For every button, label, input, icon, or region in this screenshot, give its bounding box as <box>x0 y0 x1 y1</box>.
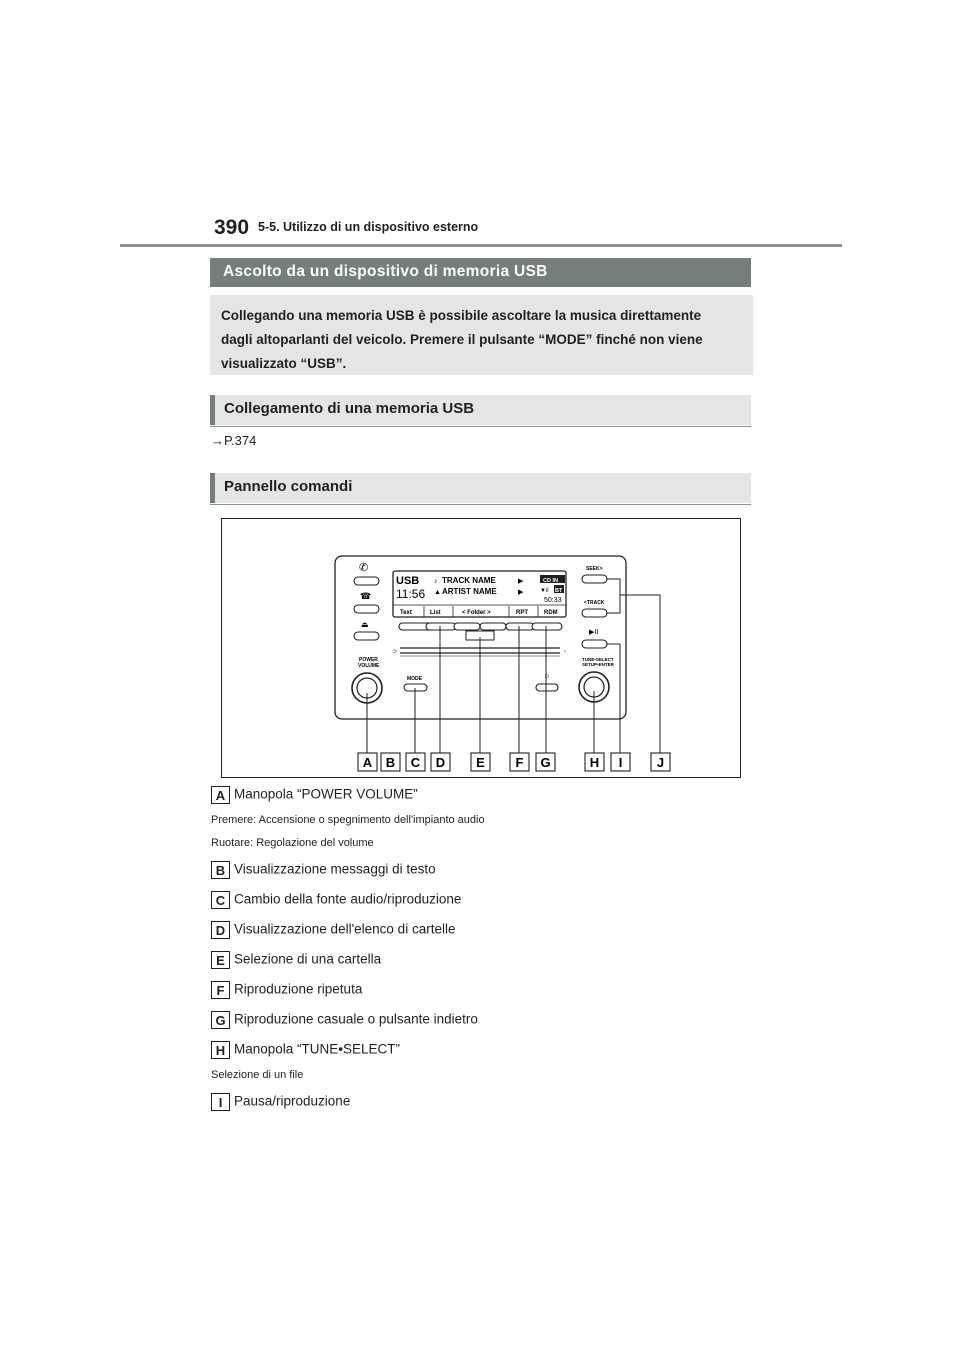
play-pause-button <box>582 640 607 648</box>
chapter-title: 5-5. Utilizzo di un dispositivo esterno <box>258 220 479 234</box>
artist-icon: ▲ <box>434 589 441 596</box>
item-letter: F <box>211 981 230 999</box>
brightness-icon: ☼ <box>543 671 551 680</box>
list-item <box>211 786 418 805</box>
softkey-text-label: Text <box>400 610 412 616</box>
tune-select-label: TUNE•SELECT <box>582 657 614 662</box>
softkey-rpt-label: RPT <box>516 610 528 616</box>
list-item <box>211 1093 350 1112</box>
callout-i: I <box>618 755 623 770</box>
bt-label: BT <box>555 588 563 594</box>
item-note: Premere: Accensione o spegnimento dell'impianto audio <box>211 814 485 826</box>
eject-icon: ⏏ <box>361 620 369 629</box>
softkey-buttons <box>399 623 562 630</box>
phone-pickup-icon: ✆ <box>359 562 369 574</box>
list-item <box>211 981 362 1000</box>
item-letter: H <box>211 1041 230 1059</box>
cd-slot-right-mark: ▫ <box>564 649 567 655</box>
item-note: Selezione di un file <box>211 1069 304 1081</box>
setup-enter-label: SETUP•ENTER <box>582 662 614 667</box>
play-pause-icon: ▶II <box>589 629 599 636</box>
callout-f: F <box>515 755 524 770</box>
control-panel-illustration <box>222 519 740 777</box>
callout-b: B <box>385 755 396 770</box>
list-item <box>211 891 461 910</box>
item-text: Pausa/riproduzione <box>234 1093 351 1109</box>
list-item <box>211 1011 478 1030</box>
page-number: 390 <box>214 216 250 239</box>
intro-line: Collegando una memoria USB è possibile ascoltare la musica direttamente <box>221 308 702 323</box>
item-text: Riproduzione casuale o pulsante indietro <box>234 1011 478 1027</box>
seek-label: SEEK> <box>586 566 603 572</box>
item-letter: D <box>211 921 230 939</box>
display-track: TRACK NAME <box>442 576 496 585</box>
display-time: 11:56 <box>396 587 426 601</box>
cd-in-label: CD IN <box>543 578 558 584</box>
play-arrow-icon: ▶ <box>518 589 524 596</box>
display-elapsed: 50:33 <box>544 597 562 604</box>
item-text: Cambio della fonte audio/riproduzione <box>234 891 462 907</box>
day-night-button <box>536 684 558 691</box>
phone-pickup-button <box>354 577 379 585</box>
page-reference: →P.374 <box>211 433 257 448</box>
item-letter: E <box>211 951 230 969</box>
list-item <box>211 861 436 880</box>
subsection-connect: Collegamento di una memoria USB <box>210 395 751 425</box>
item-letter: G <box>211 1011 230 1029</box>
softkey-folder-label: < Folder > <box>462 610 491 616</box>
item-letter: C <box>211 891 230 909</box>
intro-line: dagli altoparlanti del veicolo. Premere il pulsante “MODE” finché non viene <box>221 332 703 347</box>
item-text: Manopola “TUNE•SELECT” <box>234 1041 401 1057</box>
display-artist: ARTIST NAME <box>442 587 497 596</box>
header-rule <box>120 244 842 247</box>
item-text: Visualizzazione messaggi di testo <box>234 861 436 877</box>
list-item <box>211 951 381 970</box>
callout-c: C <box>410 755 421 770</box>
callout-h: H <box>589 755 600 770</box>
control-panel-figure <box>221 518 741 778</box>
list-item <box>211 1041 400 1060</box>
callout-j: J <box>656 755 665 770</box>
phone-hangup-icon: ☎ <box>360 591 372 601</box>
item-letter: I <box>211 1093 230 1111</box>
cd-slot-left-mark: ⊃ <box>392 649 398 655</box>
power-label: POWER <box>359 657 378 663</box>
softkey-list-label: List <box>430 610 441 616</box>
item-letter: A <box>211 786 230 804</box>
seek-button <box>582 575 607 583</box>
mode-label: MODE <box>407 676 422 682</box>
volume-label: VOLUME <box>358 663 380 669</box>
item-text: Selezione di una cartella <box>234 951 382 967</box>
softkey-rdm-label: RDM <box>544 610 558 616</box>
section-title: Ascolto da un dispositivo di memoria USB <box>210 258 751 287</box>
item-note: Ruotare: Regolazione del volume <box>211 837 374 849</box>
eject-button <box>354 632 379 640</box>
intro-box <box>210 295 753 375</box>
callout-d: D <box>435 755 446 770</box>
intro-line: visualizzato “USB”. <box>221 356 347 371</box>
track-button <box>582 609 607 617</box>
item-text: Manopola “POWER VOLUME” <box>234 786 418 802</box>
track-label: <TRACK <box>584 600 605 606</box>
item-text: Visualizzazione dell'elenco di cartelle <box>234 921 456 937</box>
callout-e: E <box>476 755 485 770</box>
play-arrow-icon: ▶ <box>518 578 524 585</box>
music-note-icon: ♪ <box>434 578 438 585</box>
item-letter: B <box>211 861 230 879</box>
callout-g: G <box>540 755 551 770</box>
callout-a: A <box>362 755 373 770</box>
phone-hangup-button <box>354 605 379 613</box>
item-text: Riproduzione ripetuta <box>234 981 363 997</box>
subsection-panel: Pannello comandi <box>210 473 751 503</box>
list-item <box>211 921 455 940</box>
signal-icon: ▼il <box>540 588 549 594</box>
display-source: USB <box>396 575 420 587</box>
